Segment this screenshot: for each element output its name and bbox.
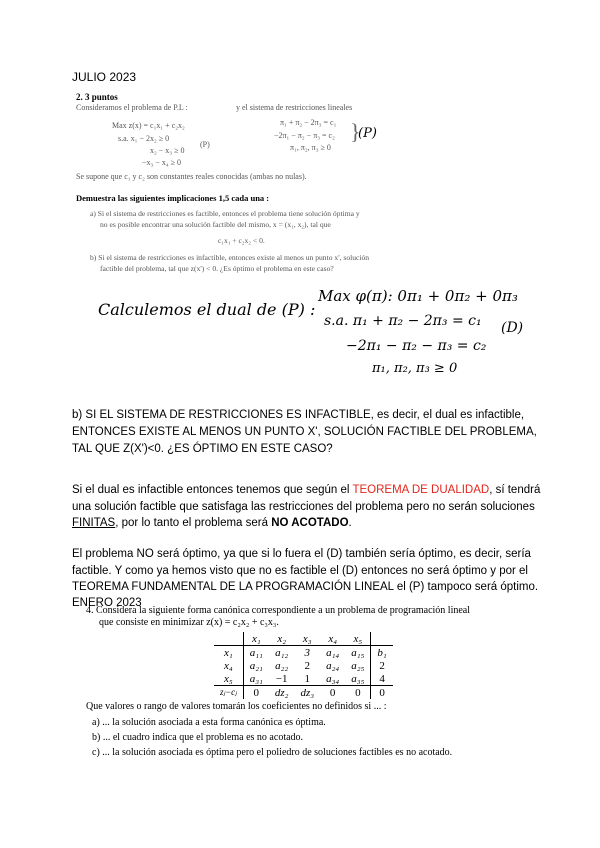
table-cell: a₃₁ <box>249 672 263 685</box>
item-a-line: c₁x₁ + c₂x₂ < 0. <box>218 236 265 245</box>
item-b-line: factible del problema, tal que z(x') < 0. ¿Es óptimo el problema en este caso? <box>100 264 334 273</box>
item-a-line: a) Si el sistema de restricciones es factible, entonces el problema tiene solución óptima y <box>90 209 360 218</box>
canonical-form-table <box>214 632 393 699</box>
item-b-line: b) Si el sistema de restricciones es infactible, entonces existe al menos un punto x', solución <box>90 253 370 262</box>
table-cell: x₅ <box>345 632 371 646</box>
item-a-line: no es posible encontrar una solución factible del mismo, x = (x₁, x₂), tal que <box>100 220 331 229</box>
table-cell: a₂₅ <box>351 659 365 672</box>
question-4-line: 4. Considera la siguiente forma canónica correspondiente a un problema de programación lineal <box>86 605 471 616</box>
duality-theorem: TEOREMA DE DUALIDAD <box>352 484 490 496</box>
table-cell: a₃₄ <box>326 672 340 685</box>
table-cell <box>214 632 243 646</box>
table-cell: a₂₄ <box>326 659 340 672</box>
dual-line: −2π₁ − π₂ − π₃ = c₂ <box>346 338 487 354</box>
answer-paragraph-1-line3: FINITAS, por lo tanto el problema será NO ACOTADO. <box>72 517 352 529</box>
table-cell: x₁ <box>214 646 243 660</box>
brace-icon: } <box>350 119 361 144</box>
options-prompt: Que valores o rango de valores tomarán los coeficientes no definidos si ... : <box>86 701 387 712</box>
table-cell: x₃ <box>294 632 320 646</box>
table-cell: 2 <box>371 659 393 672</box>
table-row <box>214 659 393 672</box>
table-cell: a₁₄ <box>326 646 340 659</box>
primal-line: −x₃ − x₄ ≥ 0 <box>142 158 181 167</box>
answer-paragraph-1-line2: una solución factible que satisfaga las restricciones del problema pero no serán soluciones <box>72 501 535 513</box>
system-line: π₁ + π₂ − 2π₃ = c₁ <box>280 118 337 127</box>
table-cell: x₁ <box>243 632 269 646</box>
option-item: a) ... la solución asociada a esta forma canónica es óptima. <box>92 717 326 728</box>
table-cell: x₂ <box>269 632 295 646</box>
table-cell: x₅ <box>214 672 243 686</box>
table-cell: b₁ <box>371 646 393 660</box>
dual-line: Max φ(π): 0π₁ + 0π₂ + 0π₃ <box>318 287 518 305</box>
table-row <box>214 646 393 660</box>
table-cell: a₂₂ <box>275 659 289 672</box>
section-title: ENERO 2023 <box>72 597 142 609</box>
option-item: b) ... el cuadro indica que el problema es no acotado. <box>92 732 304 743</box>
table-cell: ǳ₃ <box>294 686 320 700</box>
primal-line: Max z(x) = c₁x₁ + c₂x₂ <box>112 121 185 130</box>
table-cell: a₁₁ <box>249 646 263 659</box>
problem-intro-right: y el sistema de restricciones lineales <box>236 103 353 112</box>
question-line: TAL QUE Z(X')<0. ¿ES ÓPTIMO EN ESTE CASO? <box>72 443 333 455</box>
primal-line: s.a. x₁ − 2x₂ ≥ 0 <box>118 134 170 143</box>
answer-paragraph-2-line: factible. Y como ya hemos visto que no es factible el (D) entonces no será óptimo y por el <box>72 565 528 577</box>
table-row <box>214 672 393 686</box>
table-cell: a₁₅ <box>351 646 365 659</box>
system-line: −2π₁ − π₂ − π₃ = c₂ <box>274 131 335 140</box>
table-cell <box>371 632 393 646</box>
problem-note: Se supone que c₁ y c₂ son constantes reales conocidas (ambas no nulas). <box>76 172 307 181</box>
table-cell: −1 <box>275 672 288 685</box>
table-cell: 0 <box>345 686 371 700</box>
table-z-row <box>214 686 393 700</box>
primal-line: x₂ − x₃ ≥ 0 <box>150 146 185 155</box>
table-cell: x₄ <box>214 659 243 672</box>
problem-heading: 2. 3 puntos <box>76 92 118 102</box>
table-cell: 2 <box>304 659 311 672</box>
table-cell: 4 <box>371 672 393 686</box>
page-title: JULIO 2023 <box>72 70 137 84</box>
question-4-line: que consiste en minimizar z(x) = c₂x₂ + c₃x₃. <box>99 617 279 628</box>
table-cell: ǳ₂ <box>269 686 295 700</box>
table-cell: x₄ <box>320 632 345 646</box>
table-cell: 0 <box>371 686 393 700</box>
handwritten-label: Calculemos el dual de (P) : <box>98 300 316 319</box>
table-cell: a₃₅ <box>351 672 365 685</box>
table-cell: 0 <box>320 686 345 700</box>
answer-paragraph-1-line1: Si el dual es infactible entonces tenemos que según el TEOREMA DE DUALIDAD, sí tendrá <box>72 484 541 496</box>
dual-line: s.a. π₁ + π₂ − 2π₃ = c₁ <box>324 313 482 329</box>
option-item: c) ... la solución asociada es óptima pero el poliedro de soluciones factibles es no acotado. <box>92 747 453 758</box>
demo-title: Demuestra las siguientes implicaciones 1,5 cada una : <box>76 193 270 203</box>
question-line: b) SI EL SISTEMA DE RESTRICCIONES ES INFACTIBLE, es decir, el dual es infactible, <box>72 409 525 421</box>
table-cell: a₂₁ <box>249 659 263 672</box>
no-acotado-bold: NO ACOTADO <box>271 517 349 529</box>
system-line: π₁, π₂, π₃ ≥ 0 <box>290 143 331 152</box>
answer-paragraph-2-line: TEOREMA FUNDAMENTAL DE LA PROGRAMACIÓN LINEAL el (P) tampoco será óptimo. <box>72 581 539 593</box>
table-header-row <box>214 632 393 646</box>
table-cell: 3 <box>304 646 311 659</box>
answer-paragraph-2-line: El problema NO será óptimo, ya que si lo fuera el (D) también sería óptimo, es decir, sería <box>72 548 531 560</box>
dual-tag: (D) <box>501 320 524 336</box>
problem-intro-left: Consideramos el problema de P.L : <box>76 103 188 112</box>
finitas-underlined: FINITAS <box>72 517 116 529</box>
question-line: ENTONCES EXISTE AL MENOS UN PUNTO X', SOLUCIÓN FACTIBLE DEL PROBLEMA, <box>72 426 537 438</box>
system-tag: (P) <box>358 126 377 141</box>
dual-line: π₁, π₂, π₃ ≥ 0 <box>372 361 458 376</box>
table-cell: zⱼ−cⱼ <box>214 686 243 700</box>
table-cell: 0 <box>243 686 269 700</box>
primal-tag: (P) <box>200 140 210 149</box>
table-cell: 1 <box>304 672 311 685</box>
table-cell: a₁₂ <box>275 646 289 659</box>
